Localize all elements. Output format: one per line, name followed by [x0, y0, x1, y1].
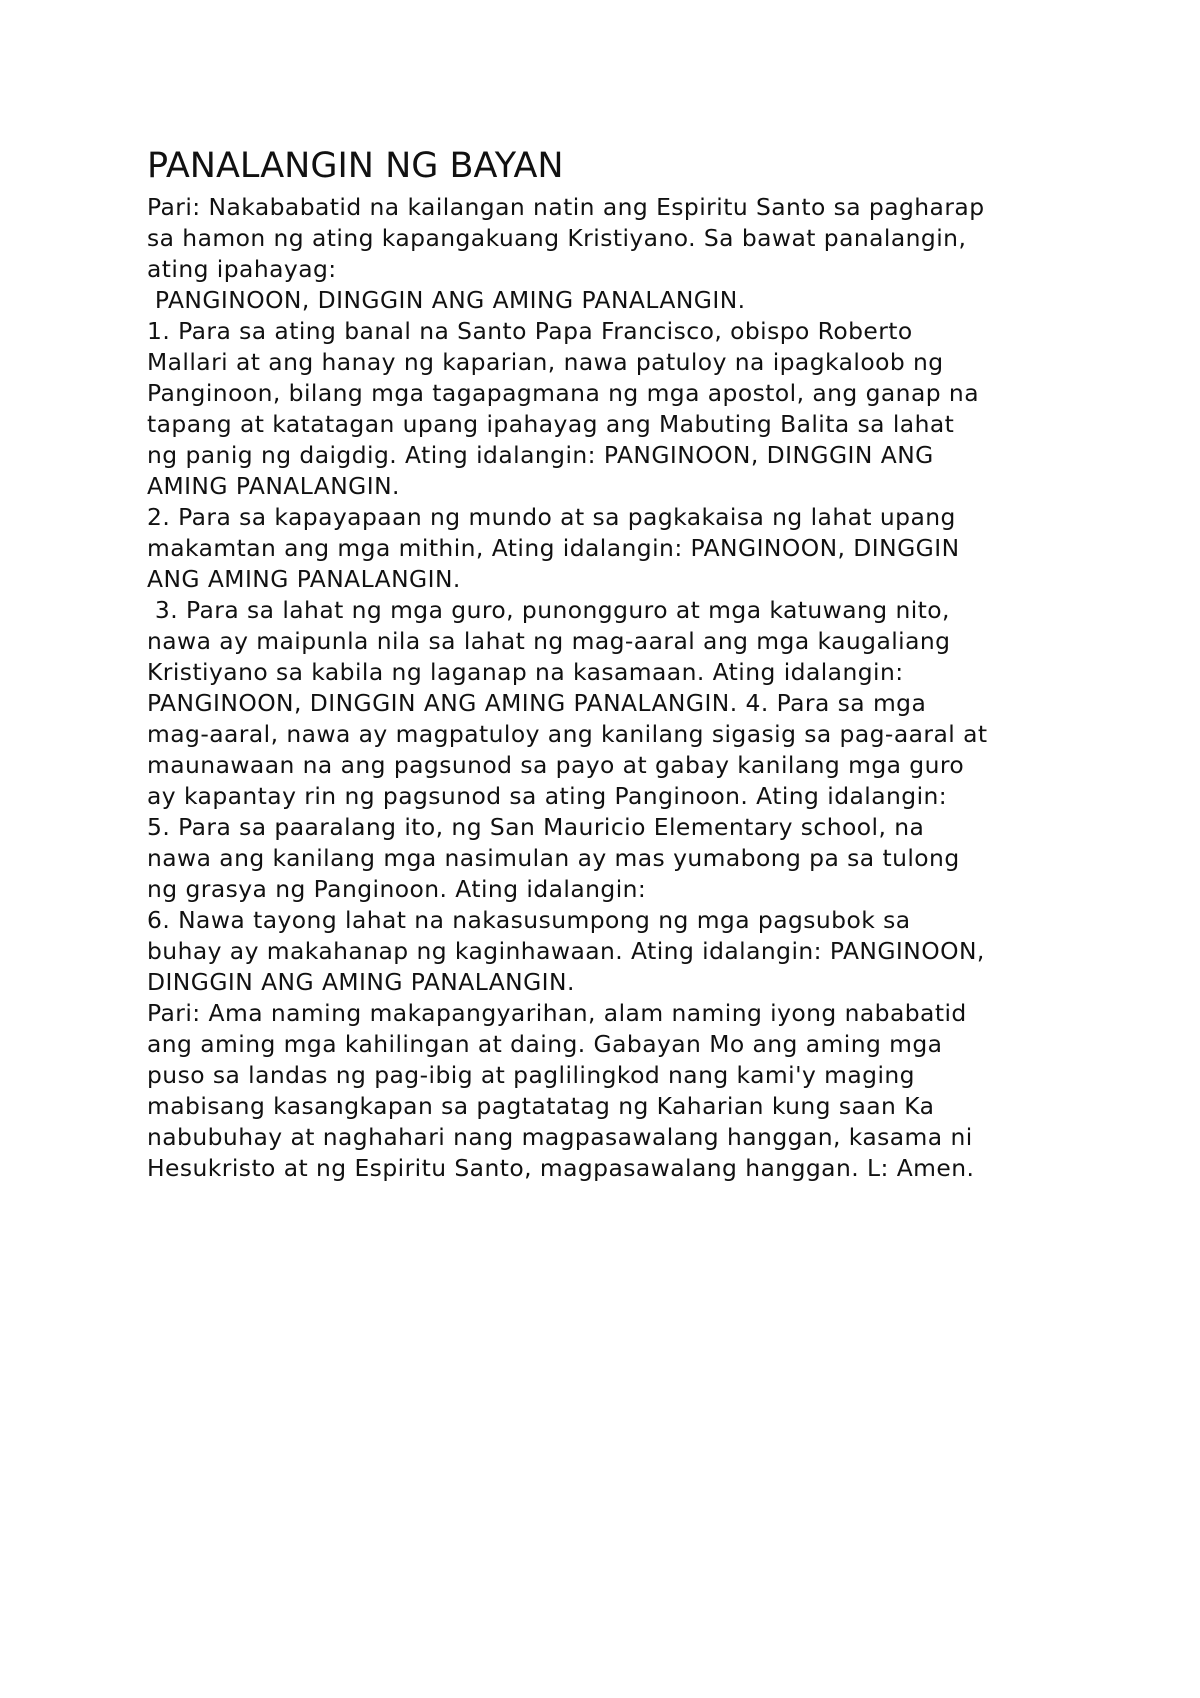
text-line: makamtan ang mga mithin, Ating idalangin: PANGINOON, DINGGIN — [147, 534, 960, 562]
text-line: 5. Para sa paaralang ito, ng San Mauricio Elementary school, na — [147, 813, 925, 841]
text-line: nawa ay maipunla nila sa lahat ng mag-aaral ang mga kaugaliang — [147, 627, 951, 655]
text-line: buhay ay makahanap ng kaginhawaan. Ating idalangin: PANGINOON, — [147, 937, 985, 965]
text-line: Hesukristo at ng Espiritu Santo, magpasawalang hanggan. L: Amen. — [147, 1154, 975, 1182]
text-line: Kristiyano sa kabila ng laganap na kasamaan. Ating idalangin: — [147, 658, 904, 686]
text-line: ng panig ng daigdig. Ating idalangin: PANGINOON, DINGGIN ANG — [147, 441, 934, 469]
text-line: tapang at katatagan upang ipahayag ang Mabuting Balita sa lahat — [147, 410, 955, 438]
text-line: DINGGIN ANG AMING PANALANGIN. — [147, 968, 575, 996]
text-line: 3. Para sa lahat ng mga guro, punongguro at mga katuwang nito, — [147, 596, 950, 624]
text-line: Panginoon, bilang mga tagapagmana ng mga apostol, ang ganap na — [147, 379, 979, 407]
document-body — [147, 144, 1077, 1184]
text-line: 6. Nawa tayong lahat na nakasusumpong ng mga pagsubok sa — [147, 906, 911, 934]
text-line: nawa ang kanilang mga nasimulan ay mas yumabong pa sa tulong — [147, 844, 960, 872]
text-line: Pari: Ama naming makapangyarihan, alam naming iyong nababatid — [147, 999, 967, 1027]
text-line: mabisang kasangkapan sa pagtatatag ng Kaharian kung saan Ka — [147, 1092, 935, 1120]
text-line: PANGINOON, DINGGIN ANG AMING PANALANGIN. 4. Para sa mga — [147, 689, 927, 717]
text-line: AMING PANALANGIN. — [147, 472, 400, 500]
document-title: PANALANGIN NG BAYAN — [147, 146, 564, 186]
text-line: nabubuhay at naghahari nang magpasawalang hanggan, kasama ni — [147, 1123, 973, 1151]
text-line: ang aming mga kahilingan at daing. Gabayan Mo ang aming mga — [147, 1030, 943, 1058]
document-text — [147, 192, 1077, 1184]
text-line: ng grasya ng Panginoon. Ating idalangin: — [147, 875, 647, 903]
text-line: Mallari at ang hanay ng kaparian, nawa patuloy na ipagkaloob ng — [147, 348, 944, 376]
text-line: mag-aaral, nawa ay magpatuloy ang kanilang sigasig sa pag-aaral at — [147, 720, 988, 748]
text-line: maunawaan na ang pagsunod sa payo at gabay kanilang mga guro — [147, 751, 965, 779]
text-line: 1. Para sa ating banal na Santo Papa Francisco, obispo Roberto — [147, 317, 913, 345]
text-line: 2. Para sa kapayapaan ng mundo at sa pagkakaisa ng lahat upang — [147, 503, 956, 531]
text-line: ANG AMING PANALANGIN. — [147, 565, 461, 593]
text-line: ating ipahayag: — [147, 255, 337, 283]
text-line: Pari: Nakababatid na kailangan natin ang Espiritu Santo sa pagharap — [147, 193, 985, 221]
text-line: puso sa landas ng pag-ibig at paglilingkod nang kami'y maging — [147, 1061, 915, 1089]
text-line: sa hamon ng ating kapangakuang Kristiyano. Sa bawat panalangin, — [147, 224, 967, 252]
text-line: ay kapantay rin ng pagsunod sa ating Panginoon. Ating idalangin: — [147, 782, 948, 810]
text-line: PANGINOON, DINGGIN ANG AMING PANALANGIN. — [147, 286, 746, 314]
